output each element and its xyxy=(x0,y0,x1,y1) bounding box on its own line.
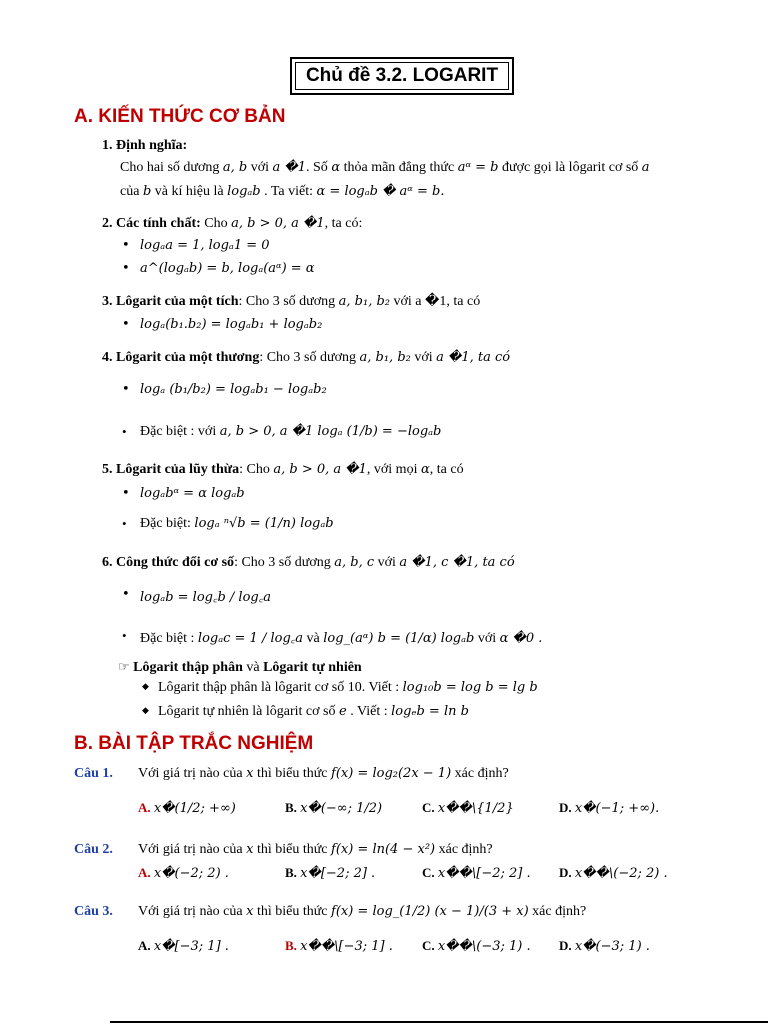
question-3-option-b[interactable]: B. x��\[−3; 1] . xyxy=(285,938,393,954)
product-heading: 3. Lôgarit của một tích: Cho 3 số dương a, b₁, b₂ với a �1, ta có xyxy=(102,294,481,309)
question-1-label: Câu 1. xyxy=(74,766,113,781)
question-2-label: Câu 2. xyxy=(74,842,113,857)
quotient-bullet-2: • Đặc biệt : với a, b > 0, a �1 logₐ (1/b) = −logₐb xyxy=(140,424,441,440)
page-footer-rule xyxy=(110,1021,768,1023)
question-1-option-c[interactable]: C. x��\{1/2} xyxy=(422,800,514,816)
question-1-option-b[interactable]: B. x�(−∞; 1/2) xyxy=(285,800,383,816)
question-1-option-d[interactable]: D. x�(−1; +∞). xyxy=(559,800,660,816)
change-base-heading: 6. Công thức đổi cơ số: Cho 3 số dương a, b, c với a �1, c �1, ta có xyxy=(102,555,515,570)
quotient-bullet-1: • logₐ (b₁/b₂) = logₐb₁ − logₐb₂ xyxy=(140,382,327,397)
question-3-option-c[interactable]: C. x��\(−3; 1) . xyxy=(422,938,531,954)
product-bullet-1: • logₐ(b₁.b₂) = logₐb₁ + logₐb₂ xyxy=(140,317,322,332)
power-heading: 5. Lôgarit của lũy thừa: Cho a, b > 0, a �1, với mọi α, ta có xyxy=(102,462,464,477)
decimal-log-bullet: ◆ Lôgarit thập phân là lôgarit cơ số 10. Viết : log₁₀b = log b = lg b xyxy=(158,680,538,696)
section-a-heading: A. KIẾN THỨC CƠ BẢN xyxy=(74,106,286,127)
question-2-text: Với giá trị nào của x thì biểu thức f(x) = ln(4 − x²) xác định? xyxy=(138,842,493,857)
properties-bullet-2: • a^(logₐb) = b, logₐ(aᵅ) = α xyxy=(140,261,315,276)
power-bullet-2: • Đặc biệt: logₐ ⁿ√b = (1/n) logₐb xyxy=(140,516,334,532)
question-1-option-a[interactable]: A. x�(1/2; +∞) xyxy=(138,800,236,816)
question-3-text: Với giá trị nào của x thì biểu thức f(x) = log_(1/2) (x − 1)/(3 + x) xác định? xyxy=(138,904,587,919)
question-3-option-a[interactable]: A. x�[−3; 1] . xyxy=(138,938,229,954)
quotient-heading: 4. Lôgarit của một thương: Cho 3 số dương a, b₁, b₂ với a �1, ta có xyxy=(102,350,511,365)
definition-heading: 1. Định nghĩa: xyxy=(102,138,188,153)
section-b-heading: B. BÀI TẬP TRẮC NGHIỆM xyxy=(74,733,314,754)
properties-bullet-1: • logₐa = 1, logₐ1 = 0 xyxy=(140,238,270,253)
definition-line-1: Cho hai số dương a, b với a �1. Số α thỏa mãn đẳng thức aᵅ = b được gọi là lôgarit cơ số a xyxy=(120,160,650,175)
natural-log-bullet: ◆ Lôgarit tự nhiên là lôgarit cơ số e . Viết : logₑb = ln b xyxy=(158,704,469,720)
page-title: Chủ đề 3.2. LOGARIT xyxy=(295,62,509,90)
question-1-text: Với giá trị nào của x thì biểu thức f(x) = log₂(2x − 1) xác định? xyxy=(138,766,509,781)
question-3-label: Câu 3. xyxy=(74,904,113,919)
title-box xyxy=(290,57,514,95)
power-bullet-1: • logₐbᵅ = α logₐb xyxy=(140,486,245,501)
question-3-option-d[interactable]: D. x�(−3; 1) . xyxy=(559,938,650,954)
definition-line-2: của b và kí hiệu là logₐb . Ta viết: α = logₐb � aᵅ = b. xyxy=(120,184,445,199)
change-base-bullet-1: • logₐb = log꜀b / log꜀a xyxy=(140,587,271,605)
question-2-option-c[interactable]: C. x��\[−2; 2] . xyxy=(422,865,531,881)
question-2-option-d[interactable]: D. x��\(−2; 2) . xyxy=(559,865,668,881)
change-base-bullet-2: • Đặc biệt : logₐc = 1 / log꜀a và log_(aᵅ) b = (1/α) logₐb với α �0 . xyxy=(140,628,542,647)
question-2-option-b[interactable]: B. x�[−2; 2] . xyxy=(285,865,376,881)
log-types-heading: ☞ Lôgarit thập phân và Lôgarit tự nhiên xyxy=(118,659,362,675)
hand-pointing-icon: ☞ xyxy=(118,659,130,674)
properties-heading: 2. Các tính chất: Cho a, b > 0, a �1, ta có: xyxy=(102,216,363,231)
question-2-option-a[interactable]: A. x�(−2; 2) . xyxy=(138,865,229,881)
